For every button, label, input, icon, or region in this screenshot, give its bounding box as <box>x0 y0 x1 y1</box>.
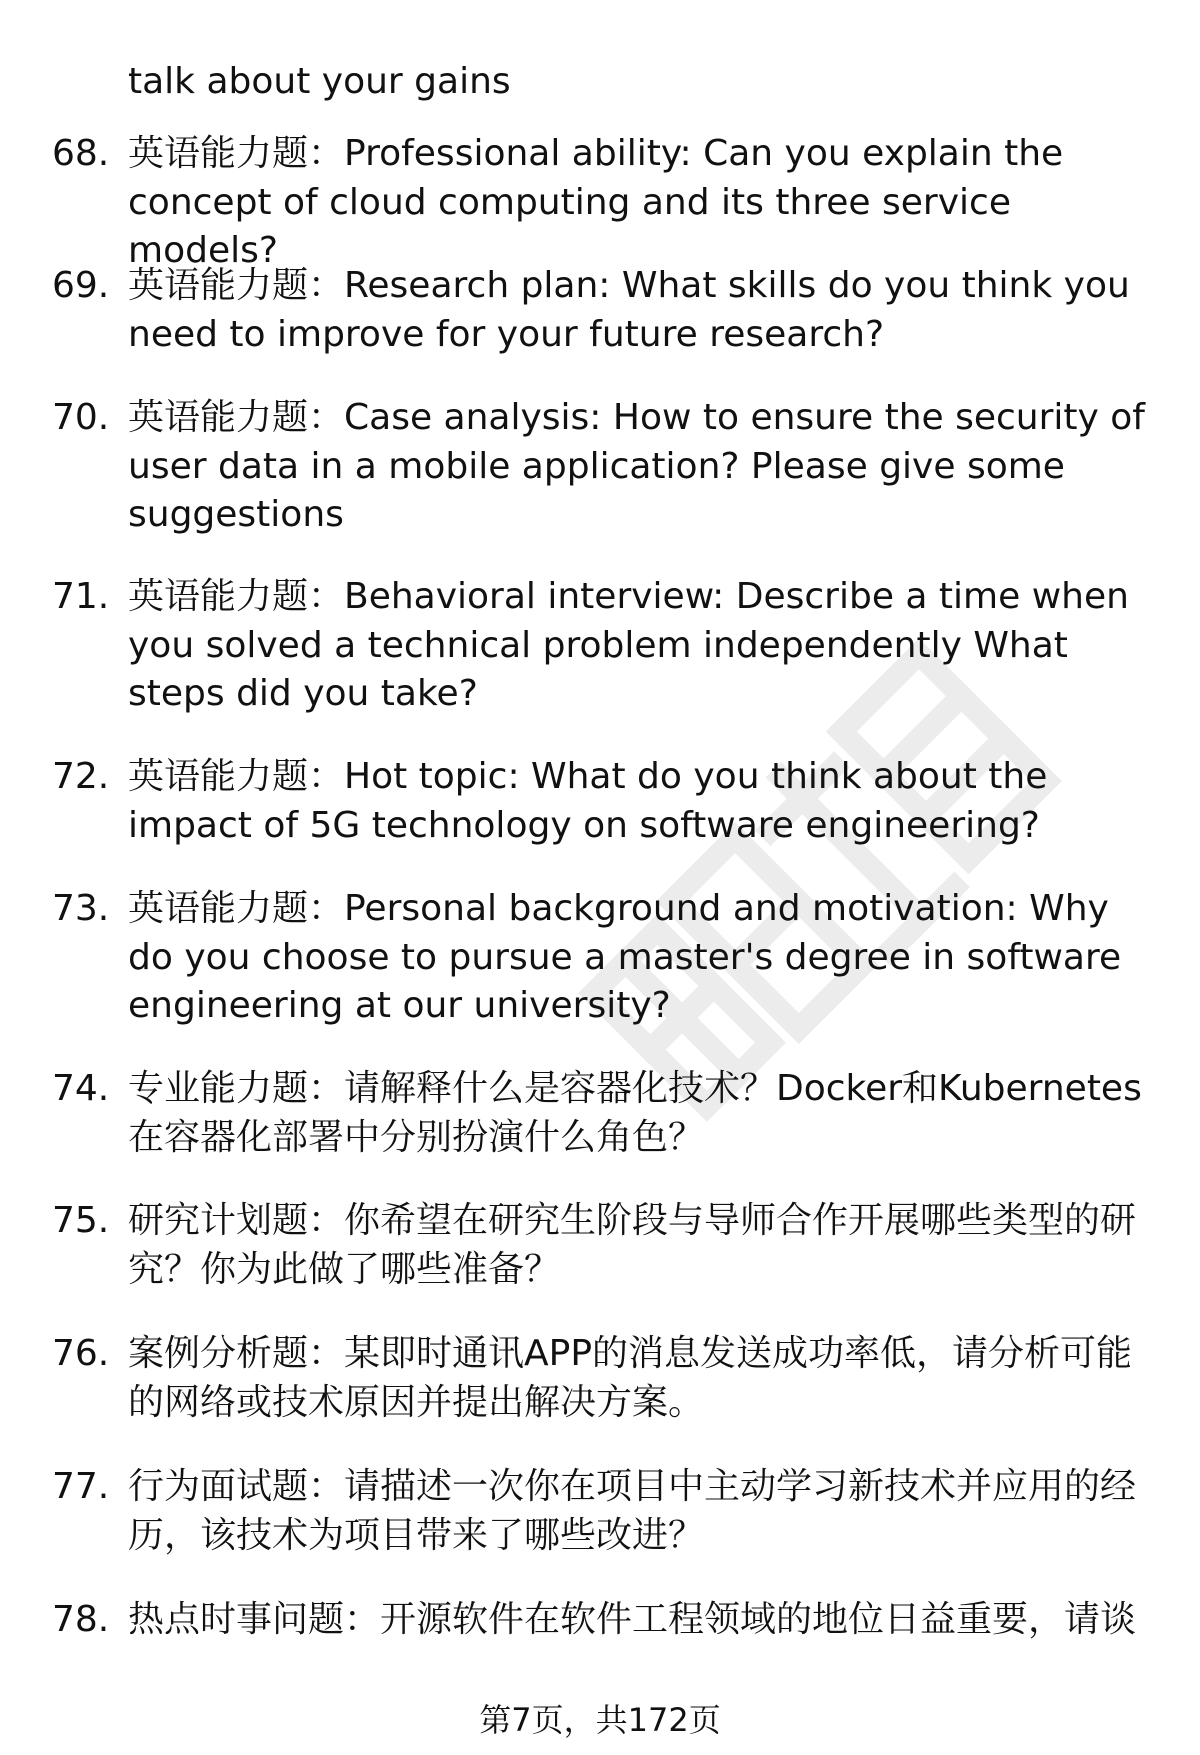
question-text: 英语能力题：Behavioral interview: Describe a time when you solved a technical problem independently What steps did you take? <box>128 576 1129 714</box>
question-number: 78. <box>52 1599 110 1640</box>
question-text: 英语能力题：Hot topic: What do you think about the impact of 5G technology on software engineering? <box>128 756 1048 846</box>
question-number: 77. <box>52 1466 110 1507</box>
question-number: 72. <box>52 756 110 797</box>
question-text: 英语能力题：Research plan: What skills do you think you need to improve for your future research? <box>128 265 1130 355</box>
question-text: 专业能力题：请解释什么是容器化技术？Docker和Kubernetes在容器化部署中分别扮演什么角色？ <box>128 1068 1142 1158</box>
question-text: 行为面试题：请描述一次你在项目中主动学习新技术并应用的经历，该技术为项目带来了哪些改进？ <box>128 1466 1137 1556</box>
question-number: 68. <box>52 133 110 174</box>
page-footer: 第7页，共172页 <box>479 1701 721 1739</box>
question-text: 研究计划题：你希望在研究生阶段与导师合作开展哪些类型的研究？你为此做了哪些准备？ <box>128 1200 1137 1290</box>
question-number: 75. <box>52 1200 110 1241</box>
question-number: 74. <box>52 1068 110 1109</box>
question-number: 71. <box>52 576 110 617</box>
question-text: 英语能力题：Personal background and motivation: Why do you choose to pursue a master's degree in software engineering at our university? <box>128 888 1122 1026</box>
question-number: 73. <box>52 888 110 929</box>
continuation-text: talk about your gains <box>128 61 511 102</box>
question-text: 案例分析题：某即时通讯APP的消息发送成功率低，请分析可能的网络或技术原因并提出解决方案。 <box>128 1333 1133 1423</box>
question-number: 70. <box>52 397 110 438</box>
question-number: 76. <box>52 1333 110 1374</box>
question-text: 英语能力题：Professional ability: Can you explain the concept of cloud computing and its three service models? <box>128 133 1064 271</box>
question-text: 英语能力题：Case analysis: How to ensure the security of user data in a mobile application? Please give some suggestions <box>128 397 1145 535</box>
question-text: 热点时事问题：开源软件在软件工程领域的地位日益重要，请谈 <box>128 1599 1137 1640</box>
question-number: 69. <box>52 265 110 306</box>
